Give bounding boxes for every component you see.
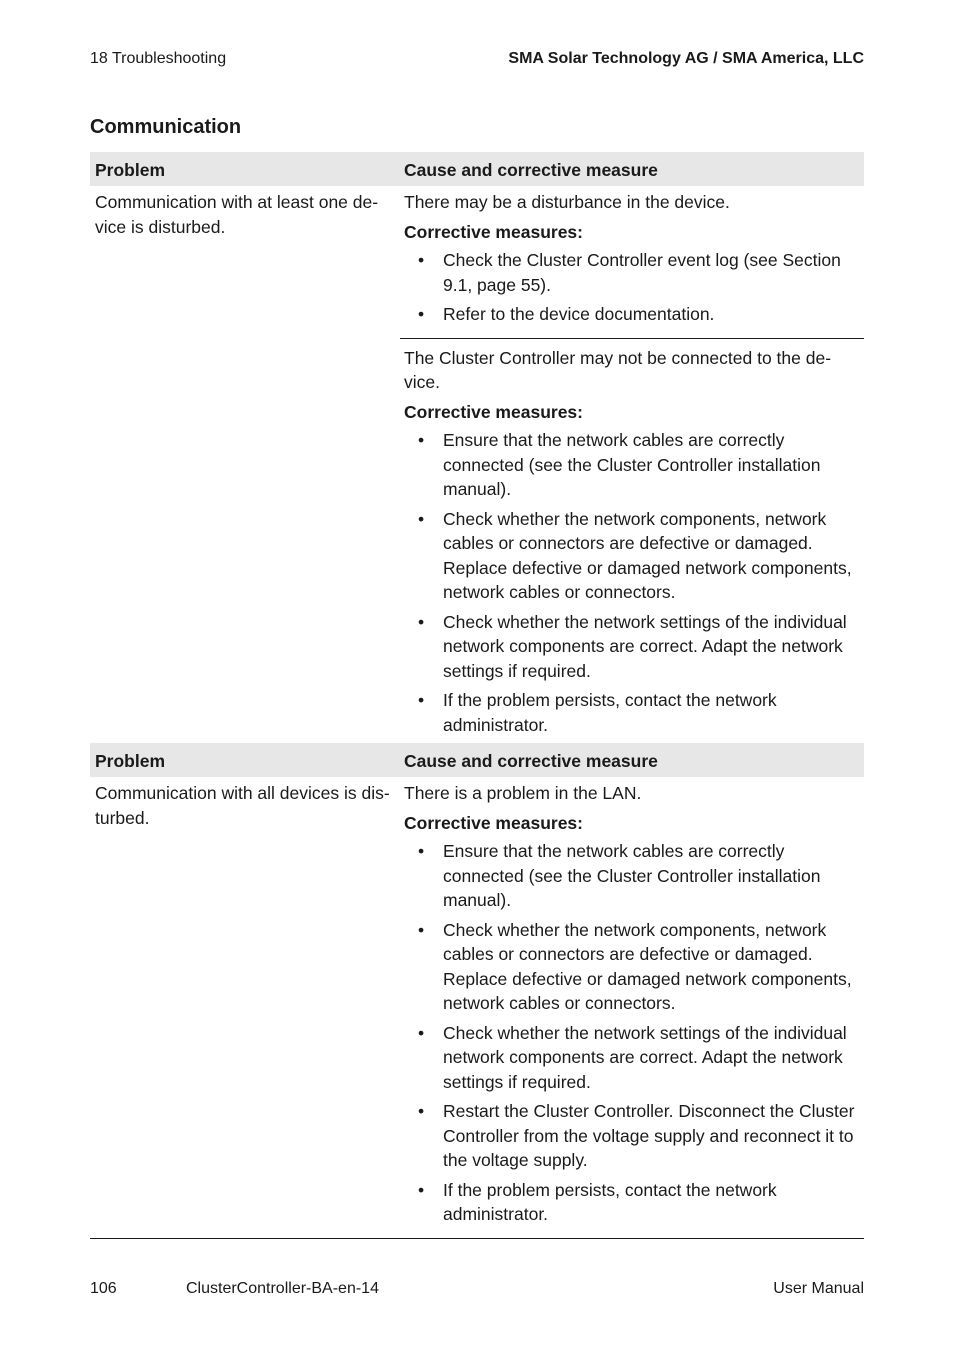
measures-list — [404, 839, 856, 1227]
list-item — [404, 610, 856, 684]
bullet-icon: • — [418, 508, 425, 529]
cause-cell — [400, 186, 864, 338]
table-header-row — [90, 152, 864, 186]
list-item — [404, 688, 856, 737]
column-header-cause: Cause and corrective measure — [400, 743, 864, 777]
page-header — [90, 50, 864, 68]
list-item — [404, 302, 856, 327]
list-item-text: Check the Cluster Controller event log (see Section 9.1, page 55). — [443, 250, 841, 295]
cause-text: There may be a disturbance in the device. — [404, 192, 730, 212]
page-footer — [90, 1280, 864, 1298]
cause-text: There is a problem in the LAN. — [404, 783, 642, 803]
list-item-text: Check whether the network settings of the individual network components are correct. Adapt the network settings if required. — [443, 1022, 847, 1092]
bullet-icon: • — [418, 1022, 425, 1043]
troubleshooting-table-2 — [90, 743, 864, 1239]
company-name: SMA Solar Technology AG / SMA America, LLC — [508, 50, 864, 67]
measures-label: Corrective measures: — [404, 812, 583, 833]
list-item-text: Ensure that the network cables are correctly connected (see the Cluster Controller installation manual). — [443, 841, 821, 910]
bullet-icon: • — [418, 250, 425, 270]
list-item — [404, 507, 856, 605]
problem-cell: Communication with at least one de-vice is disturbed. — [90, 186, 400, 749]
measures-list — [404, 428, 856, 737]
list-item-text: Refer to the device documentation. — [443, 304, 715, 324]
column-header-problem: Problem — [90, 152, 400, 186]
list-item — [404, 1099, 856, 1173]
list-item — [404, 428, 856, 502]
measures-label: Corrective measures: — [404, 401, 583, 422]
list-item — [404, 839, 856, 913]
document-code: ClusterController-BA-en-14 — [186, 1280, 379, 1297]
bullet-icon: • — [418, 1179, 425, 1200]
list-item-text: If the problem persists, contact the network administrator. — [443, 690, 777, 735]
bullet-icon: • — [418, 690, 425, 710]
table-row — [90, 186, 864, 338]
list-item — [404, 248, 856, 297]
list-item-text: Check whether the network settings of the individual network components are correct. Adapt the network settings if required. — [443, 611, 847, 681]
list-item — [404, 918, 856, 1016]
list-item-text: Ensure that the network cables are correctly connected (see the Cluster Controller installation manual). — [443, 430, 821, 499]
bullet-icon: • — [418, 1101, 425, 1121]
page-number: 106 — [90, 1280, 117, 1297]
problem-cell: Communication with all devices is dis-turbed. — [90, 777, 400, 1238]
bullet-icon: • — [418, 430, 425, 450]
list-item-text: If the problem persists, contact the network administrator. — [443, 1179, 777, 1224]
bullet-icon: • — [418, 919, 425, 940]
troubleshooting-table-1 — [90, 152, 864, 749]
document-type: User Manual — [773, 1280, 864, 1297]
list-item-text: Check whether the network components, network cables or connectors are defective or damaged. Replace defective or damaged network components, network cables or connectors. — [443, 508, 852, 602]
list-item-text: Check whether the network components, network cables or connectors are defective or damaged. Replace defective or damaged network components, network cables or connectors. — [443, 919, 852, 1013]
table-row — [90, 777, 864, 1238]
section-title: Communication — [90, 116, 242, 138]
cause-cell — [400, 338, 864, 749]
list-item-text: Restart the Cluster Controller. Disconnect the Cluster Controller from the voltage supply and reconnect it to the voltage supply. — [443, 1101, 855, 1170]
measures-label: Corrective measures: — [404, 221, 583, 242]
chapter-label: 18 Troubleshooting — [90, 50, 227, 67]
bullet-icon: • — [418, 304, 425, 324]
table-header-row — [90, 743, 864, 777]
cause-cell — [400, 777, 864, 1238]
column-header-cause: Cause and corrective measure — [400, 152, 864, 186]
cause-text: The Cluster Controller may not be connected to the de-vice. — [404, 347, 832, 392]
column-header-problem: Problem — [90, 743, 400, 777]
bullet-icon: • — [418, 611, 425, 632]
list-item — [404, 1021, 856, 1095]
measures-list — [404, 248, 856, 327]
list-item — [404, 1178, 856, 1227]
bullet-icon: • — [418, 841, 425, 861]
